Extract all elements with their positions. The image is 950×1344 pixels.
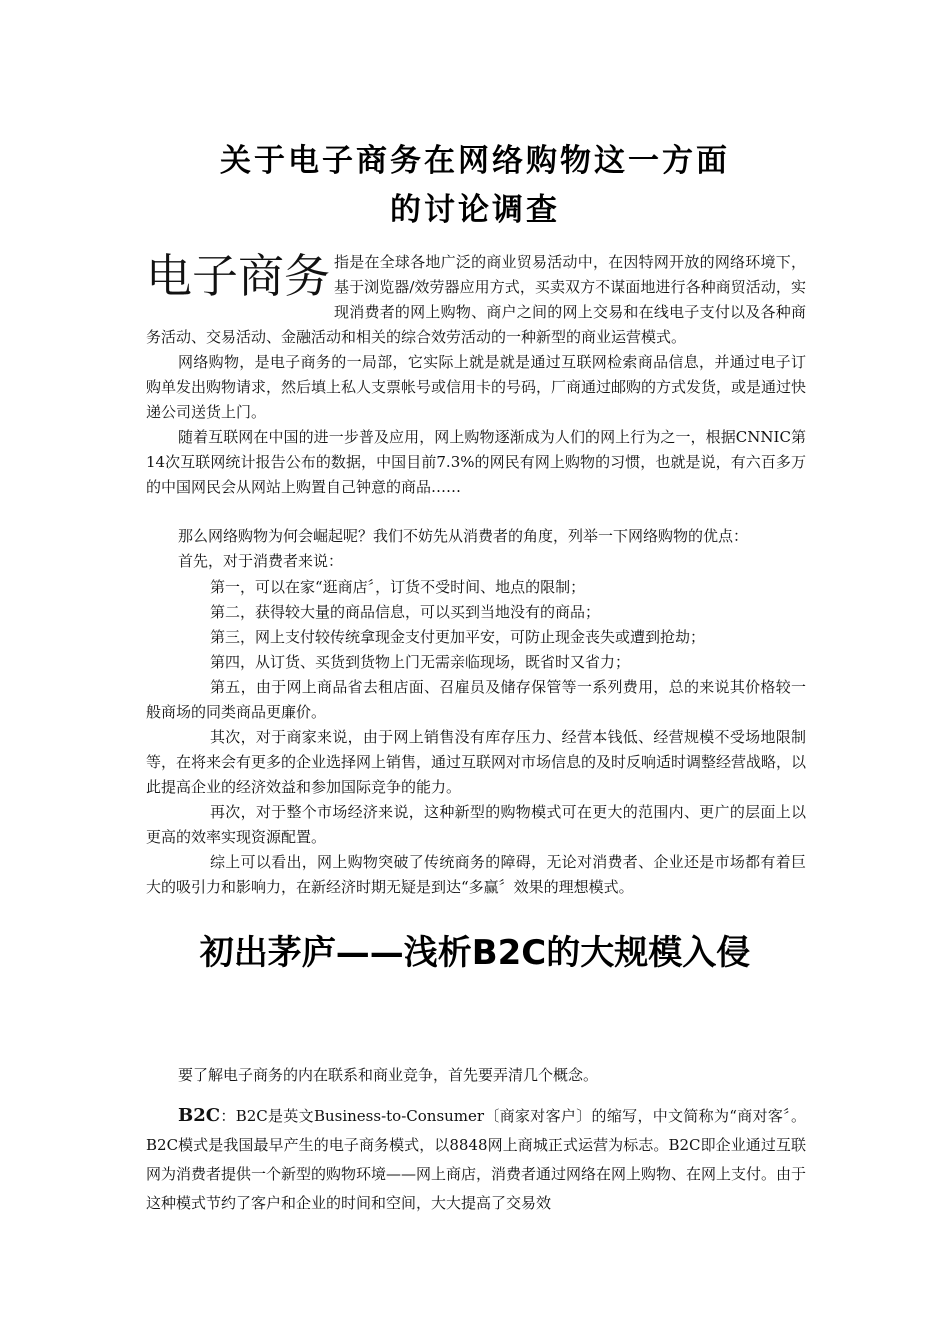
first-line: 首先，对于消费者来说： (178, 552, 344, 570)
concepts-intro-line: 要了解电子商务的内在联系和商业竞争，首先要弄清几个概念。 (178, 1066, 599, 1084)
document-title-line-2: 的讨论调查 (390, 192, 560, 228)
intro-text: 指是在全球各地广泛的商业贸易活动中，在因特网开放的网络环境下，基于浏览器/效劳器应用方式，买卖双方不谋面地进行各种商贸活动，实现消费者的网上购物、商户之间的网上交易和在线电子支付以及各种商务活动、交易活动、金融活动和相关的综合效劳活动的一种新型的商业运营模式。 (146, 253, 806, 346)
point-2: 第二，获得较大量的商品信息，可以买到当地没有的商品； (210, 603, 601, 621)
section-heading-b2c: 初出茅庐——浅析B2C的大规模入侵 (199, 933, 751, 973)
conclusion-paragraph: 综上可以看出，网上购物突破了传统商务的障碍，无论对消费者、企业还是市场都有着巨大的吸引力和影响力，在新经济时期无疑是到达“多赢〞效果的理想模式。 (146, 853, 806, 896)
b2c-paragraph (146, 1101, 806, 1218)
question-line: 那么网络购物为何会崛起呢？我们不妨先从消费者的角度，列举一下网络购物的优点： (178, 527, 749, 545)
cnnic-paragraph: 随着互联网在中国的进一步普及应用，网上购物逐渐成为人们的网上行为之一，根据CNNIC第14次互联网统计报告公布的数据，中国目前7.3%的网民有网上购物的习惯，也就是说，有六百多万的中国网民会从网站上购置自己钟意的商品…… (146, 428, 806, 496)
b2c-term: B2C (178, 1105, 221, 1126)
point-3: 第三，网上支付较传统拿现金支付更加平安，可防止现金丧失或遭到抢劫； (210, 628, 706, 646)
intro-paragraph (146, 250, 806, 350)
market-paragraph: 再次，对于整个市场经济来说，这种新型的购物模式可在更大的范围内、更广的层面上以更高的效率实现资源配置。 (146, 803, 806, 846)
merchant-paragraph: 其次，对于商家来说，由于网上销售没有库存压力、经营本钱低、经营规模不受场地限制等，在将来会有更多的企业选择网上销售，通过互联网对市场信息的及时反响适时调整经营战略，以此提高企业的经济效益和参加国际竞争的能力。 (146, 728, 807, 796)
document-title-line-1: 关于电子商务在网络购物这一方面 (220, 143, 730, 179)
shopping-paragraph: 网络购物，是电子商务的一局部，它实际上就是就是通过互联网检索商品信息，并通过电子订购单发出购物请求，然后填上私人支票帐号或信用卡的号码，厂商通过邮购的方式发货，或是通过快递公司送货上门。 (146, 353, 807, 421)
b2c-definition: ：B2C是英文Business-to-Consumer〔商家对客户〕的缩写，中文简称为“商对客〞。 B2C模式是我国最早产生的电子商务模式，以8848网上商城正式运营为标志。B2C即企业通过互联网为消费者提供一个新型的购物环境——网上商店，消费者通过网络在网上购物、在网上支付。由于这种模式节约了客户和企业的时间和空间，大大提高了交易效 (146, 1107, 807, 1212)
point-1: 第一，可以在家“逛商店〞，订货不受时间、地点的限制； (210, 578, 586, 596)
dropcap-heading: 电子商务 (146, 249, 330, 303)
point-4: 第四，从订货、买货到货物上门无需亲临现场，既省时又省力； (210, 653, 631, 671)
point-5-paragraph: 第五，由于网上商品省去租店面、召雇员及储存保管等一系列费用，总的来说其价格较一般商场的同类商品更廉价。 (146, 678, 806, 721)
